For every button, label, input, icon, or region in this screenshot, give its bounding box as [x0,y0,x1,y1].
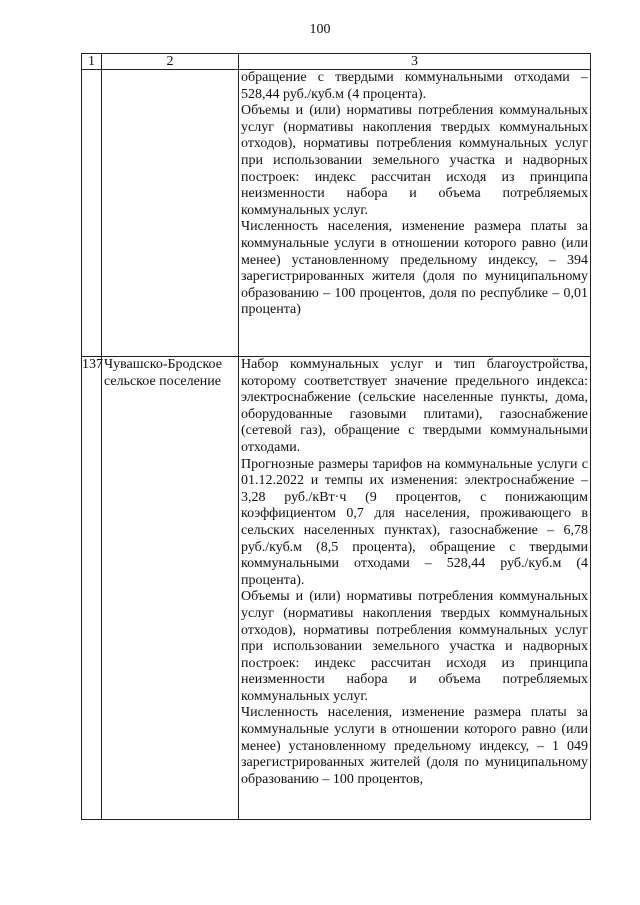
column-header-1: 1 [82,54,102,70]
municipality-name-line: сельское поселение [104,373,221,389]
row-number [82,70,102,357]
row-description [239,357,591,820]
row-description [239,70,591,357]
table-row [82,70,591,357]
municipality-name-line: Чувашско-Бродское [104,357,222,372]
paragraph: Прогнозные размеры тарифов на коммунальные услуги с 01.12.2022 и темпы их изменения: электроснабжение – 3,28 руб./кВт·ч (9 процентов, с понижающим коэффициентом 0,7 для населения, проживающего в сельских населенных пунктах), газоснабжение – 6,78 руб./куб.м (8,5 процента), обращение с твердыми коммунальными отходами – 528,44 руб./куб.м (4 процента). [241,456,588,588]
tariff-table [81,53,591,820]
paragraph: Объемы и (или) нормативы потребления коммунальных услуг (нормативы накопления твердых коммунальных отходов), нормативы потребления коммунальных услуг при использовании земельного участка и надворных построек: индекс рассчитан исходя из принципа неизменности набора и объема потребляемых коммунальных услуг. [241,103,588,218]
paragraph: Численность населения, изменение размера платы за коммунальные услуги в отношении которого равно (или менее) установленному предельному индексу, – 1 049 зарегистрированных жителей (доля по муниципальному образованию – 100 процентов, [241,705,588,787]
page-number: 100 [309,22,331,37]
column-header-2: 2 [102,54,239,70]
municipality-name [102,357,239,820]
paragraph: Численность населения, изменение размера платы за коммунальные услуги в отношении которого равно (или менее) установленному предельному индексу, – 394 зарегистрированных жителя (доля по муниципальному образованию – 100 процентов, доля по республике – 0,01 процента) [241,219,588,318]
row-number: 137 [82,357,102,820]
paragraph: Набор коммунальных услуг и тип благоустройства, которому соответствует значение предельного индекса: электроснабжение (сельские населенные пункты, дома, оборудованные газовыми плитами), газоснабжение (сетевой газ), обращение с твердыми коммунальными отходами. [241,357,588,455]
municipality-name [102,70,239,357]
paragraph: обращение с твердыми коммунальными отходами – 528,44 руб./куб.м (4 процента). [241,70,588,102]
column-header-3: 3 [239,54,591,70]
paragraph: Объемы и (или) нормативы потребления коммунальных услуг (нормативы накопления твердых коммунальных отходов), нормативы потребления коммунальных услуг при использовании земельного участка и надворных построек: индекс рассчитан исходя из принципа неизменности набора и объема потребляемых коммунальных услуг. [241,589,588,704]
table-header-row [82,54,591,70]
table-row [82,357,591,820]
